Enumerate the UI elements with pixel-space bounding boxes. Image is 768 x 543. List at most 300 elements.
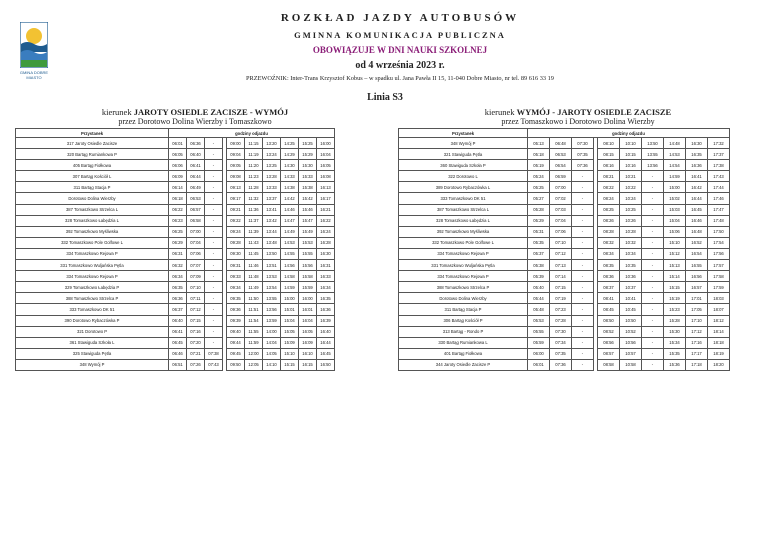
table-row xyxy=(16,337,335,348)
departure-time-cell: 14:00 xyxy=(263,326,281,337)
table-row xyxy=(399,348,730,359)
carrier-info: PRZEWOŹNIK: Inter-Trans Krzysztof Kobus – w spadku ul. Jana Pawła II 15, 11-040 Dobre Miasto, nr tel. 89 616 33 19 xyxy=(246,75,554,82)
departure-time-cell: - xyxy=(572,215,594,226)
table-row xyxy=(16,193,335,204)
departure-time-cell: 16:17 xyxy=(317,193,335,204)
departure-time-cell: - xyxy=(572,182,594,193)
departure-time-cell: 06:31 xyxy=(169,248,187,259)
departure-time-cell: 18:03 xyxy=(708,293,730,304)
departure-time-cell: - xyxy=(642,215,664,226)
departure-time-cell: 08:37 xyxy=(598,282,620,293)
departure-time-cell: 14:53 xyxy=(664,149,686,160)
departure-time-cell: 14:46 xyxy=(281,204,299,215)
departure-time-cell: 16:00 xyxy=(299,293,317,304)
departure-time-cell: - xyxy=(642,193,664,204)
departure-time-cell: 14:55 xyxy=(281,248,299,259)
stop-name-cell: 330 Bartąg Rumiankowa L xyxy=(399,337,528,348)
departure-time-cell: 07:15 xyxy=(187,315,205,326)
departure-time-cell: 05:39 xyxy=(528,271,550,282)
times-column-header: godziny odjazdu xyxy=(169,129,335,138)
departure-time-cell: 09:35 xyxy=(227,293,245,304)
line-title: Linia S3 xyxy=(367,92,403,103)
departure-time-cell: 05:35 xyxy=(528,237,550,248)
departure-time-cell: 17:05 xyxy=(686,304,708,315)
departure-time-cell: - xyxy=(205,149,223,160)
stop-name-cell: 328 Tomaszkowo Łabędzia L xyxy=(16,215,169,226)
departure-time-cell: - xyxy=(572,237,594,248)
departure-time-cell: - xyxy=(642,304,664,315)
stop-name-cell: Dorotowo Dolina Wierzby xyxy=(399,293,528,304)
departure-time-cell: 07:26 xyxy=(187,359,205,370)
departure-time-cell: 11:37 xyxy=(245,215,263,226)
departure-time-cell: 06:40 xyxy=(187,149,205,160)
departure-time-cell: 16:50 xyxy=(317,359,335,370)
departure-time-cell: 09:31 xyxy=(227,260,245,271)
table-row xyxy=(399,160,730,171)
stop-name-cell: 322 Dorotowo L xyxy=(399,171,528,182)
departure-time-cell: 14:47 xyxy=(281,215,299,226)
departure-time-cell: 07:38 xyxy=(205,348,223,359)
departure-time-cell: 18:12 xyxy=(708,315,730,326)
stop-name-cell: 388 Tomaszkowo Strzelca P xyxy=(399,282,528,293)
table-row xyxy=(16,215,335,226)
departure-time-cell: - xyxy=(205,315,223,326)
departure-time-cell: 07:12 xyxy=(187,304,205,315)
departure-time-cell: 05:59 xyxy=(528,337,550,348)
departure-time-cell: - xyxy=(572,171,594,182)
table-row xyxy=(16,237,335,248)
departure-time-cell: 17:46 xyxy=(708,193,730,204)
departure-time-cell: 09:45 xyxy=(227,348,245,359)
departure-time-cell: 15:03 xyxy=(664,204,686,215)
departure-time-cell: 17:32 xyxy=(708,138,730,149)
departure-time-cell: 17:57 xyxy=(708,260,730,271)
departure-time-cell: 11:59 xyxy=(245,337,263,348)
departure-time-cell: 16:04 xyxy=(299,315,317,326)
departure-time-cell: 16:24 xyxy=(317,226,335,237)
departure-time-cell: 16:15 xyxy=(299,359,317,370)
departure-time-cell: 07:04 xyxy=(187,237,205,248)
departure-time-cell: 10:10 xyxy=(620,138,642,149)
departure-time-cell: 06:01 xyxy=(528,359,550,370)
departure-time-cell: 10:25 xyxy=(620,204,642,215)
departure-time-cell: 05:28 xyxy=(528,204,550,215)
departure-time-cell: 15:13 xyxy=(664,260,686,271)
departure-time-cell: 16:10 xyxy=(299,348,317,359)
departure-time-cell: 13:59 xyxy=(263,315,281,326)
departure-time-cell: 11:49 xyxy=(245,282,263,293)
departure-time-cell: 09:44 xyxy=(227,337,245,348)
departure-time-cell: 16:36 xyxy=(686,160,708,171)
departure-time-cell: 10:41 xyxy=(620,293,642,304)
departure-time-cell: 06:49 xyxy=(187,182,205,193)
departure-time-cell: 14:58 xyxy=(281,271,299,282)
departure-time-cell: 14:30 xyxy=(281,160,299,171)
departure-time-cell: 07:35 xyxy=(572,149,594,160)
departure-time-cell: 05:24 xyxy=(528,171,550,182)
departure-time-cell: 07:15 xyxy=(550,282,572,293)
departure-time-cell: - xyxy=(205,304,223,315)
departure-time-cell: 08:50 xyxy=(598,315,620,326)
table-row xyxy=(16,293,335,304)
departure-time-cell: 08:15 xyxy=(598,149,620,160)
departure-time-cell: 17:54 xyxy=(708,237,730,248)
departure-time-cell: 16:04 xyxy=(317,149,335,160)
departure-time-cell: 15:35 xyxy=(664,348,686,359)
departure-time-cell: - xyxy=(205,237,223,248)
departure-time-cell: 15:34 xyxy=(664,337,686,348)
table-row xyxy=(399,359,730,370)
departure-time-cell: 06:36 xyxy=(187,138,205,149)
table-row xyxy=(399,237,730,248)
departure-time-cell: 09:13 xyxy=(227,182,245,193)
departure-time-cell: 15:00 xyxy=(281,293,299,304)
departure-time-cell: 11:28 xyxy=(245,182,263,193)
table-row xyxy=(16,182,335,193)
departure-time-cell: 07:19 xyxy=(550,293,572,304)
departure-time-cell: - xyxy=(205,171,223,182)
departure-time-cell: 11:19 xyxy=(245,149,263,160)
stop-name-cell: 389 Dorotowo Rybaczówka L xyxy=(399,182,528,193)
departure-time-cell: 10:50 xyxy=(620,315,642,326)
departure-time-cell: - xyxy=(205,326,223,337)
departure-time-cell: - xyxy=(572,304,594,315)
table-row xyxy=(16,326,335,337)
departure-time-cell: 07:09 xyxy=(187,271,205,282)
departure-time-cell: 15:47 xyxy=(299,215,317,226)
departure-time-cell: 14:49 xyxy=(281,226,299,237)
table-row xyxy=(16,149,335,160)
departure-time-cell: 08:32 xyxy=(598,237,620,248)
departure-time-cell: 08:25 xyxy=(598,204,620,215)
departure-time-cell: 09:36 xyxy=(227,304,245,315)
departure-time-cell: 17:12 xyxy=(686,326,708,337)
departure-time-cell: 10:26 xyxy=(620,215,642,226)
departure-time-cell: 08:57 xyxy=(598,348,620,359)
departure-time-cell: - xyxy=(642,348,664,359)
departure-time-cell: 11:36 xyxy=(245,204,263,215)
departure-time-cell: 12:05 xyxy=(245,359,263,370)
departure-time-cell: 07:36 xyxy=(572,160,594,171)
departure-time-cell: 15:01 xyxy=(281,304,299,315)
departure-time-cell: - xyxy=(205,204,223,215)
departure-time-cell: 06:40 xyxy=(169,315,187,326)
departure-time-cell: - xyxy=(205,193,223,204)
departure-time-cell: 07:20 xyxy=(187,337,205,348)
departure-time-cell: 15:06 xyxy=(664,226,686,237)
stop-name-cell: 388 Tomaszkowo Strzelca P xyxy=(16,293,169,304)
departure-time-cell: 13:54 xyxy=(263,282,281,293)
departure-time-cell: - xyxy=(572,282,594,293)
departure-time-cell: 10:34 xyxy=(620,248,642,259)
departure-time-cell: - xyxy=(205,226,223,237)
departure-time-cell: 18:07 xyxy=(708,304,730,315)
departure-time-cell: 06:00 xyxy=(528,348,550,359)
stop-name-cell: 387 Tomaszkowo Strzelca L xyxy=(399,204,528,215)
departure-time-cell: 16:09 xyxy=(299,337,317,348)
departure-time-cell: 09:30 xyxy=(227,248,245,259)
departure-time-cell: 06:05 xyxy=(169,149,187,160)
departure-time-cell: 14:59 xyxy=(281,282,299,293)
departure-time-cell: 06:45 xyxy=(169,337,187,348)
departure-time-cell: 13:56 xyxy=(263,304,281,315)
stop-name-cell: 390 Dorotowo Rybaczówka P xyxy=(16,315,169,326)
departure-time-cell: - xyxy=(205,271,223,282)
departure-time-cell: 10:57 xyxy=(620,348,642,359)
departure-time-cell: 11:43 xyxy=(245,237,263,248)
departure-time-cell: 10:35 xyxy=(620,260,642,271)
departure-time-cell: 08:56 xyxy=(598,337,620,348)
table-row xyxy=(16,160,335,171)
departure-time-cell: - xyxy=(205,293,223,304)
departure-time-cell: 17:10 xyxy=(686,315,708,326)
right-direction-via: przez Tomaszkowo i Dorotowo Dolina Wierzby xyxy=(501,117,655,126)
departure-time-cell: - xyxy=(642,315,664,326)
stop-name-cell: Dorotowo Dolina Wierzby xyxy=(16,193,169,204)
departure-time-cell: 07:30 xyxy=(550,326,572,337)
departure-time-cell: 11:50 xyxy=(245,293,263,304)
departure-time-cell: 16:05 xyxy=(299,326,317,337)
departure-time-cell: 16:55 xyxy=(686,260,708,271)
departure-time-cell: 14:04 xyxy=(263,337,281,348)
departure-time-cell: 13:53 xyxy=(263,271,281,282)
departure-time-cell: 07:11 xyxy=(187,293,205,304)
departure-time-cell: - xyxy=(205,182,223,193)
stop-name-cell: 306 Bartąg Kościół P xyxy=(399,315,528,326)
departure-time-cell: 07:34 xyxy=(550,337,572,348)
stop-name-cell: 348 Wymój P xyxy=(16,359,169,370)
departure-time-cell: 05:53 xyxy=(528,315,550,326)
departure-time-cell: 07:30 xyxy=(572,138,594,149)
departure-time-cell: 10:56 xyxy=(620,337,642,348)
stop-name-cell: 334 Tomaszkowo Rejowa P xyxy=(399,248,528,259)
departure-time-cell: 13:42 xyxy=(263,215,281,226)
departure-time-cell: 06:22 xyxy=(169,204,187,215)
stop-name-cell: 329 Tomaszkowo Łabędzia P xyxy=(16,282,169,293)
departure-time-cell: - xyxy=(642,171,664,182)
left-direction-heading xyxy=(15,107,375,117)
departure-time-cell: 06:51 xyxy=(169,359,187,370)
departure-time-cell: 11:39 xyxy=(245,226,263,237)
table-row xyxy=(16,204,335,215)
departure-time-cell: 07:36 xyxy=(550,359,572,370)
departure-time-cell: 13:25 xyxy=(263,160,281,171)
departure-time-cell: 07:35 xyxy=(550,348,572,359)
departure-time-cell: 15:53 xyxy=(299,237,317,248)
departure-time-cell: 10:24 xyxy=(620,193,642,204)
table-row xyxy=(16,282,335,293)
departure-time-cell: 06:25 xyxy=(169,226,187,237)
departure-time-cell: 08:41 xyxy=(598,293,620,304)
departure-time-cell: 15:29 xyxy=(299,149,317,160)
departure-time-cell: 07:10 xyxy=(187,282,205,293)
stop-name-cell: 311 Bartąg Stacja P xyxy=(399,304,528,315)
departure-time-cell: 17:56 xyxy=(708,248,730,259)
table-row xyxy=(16,315,335,326)
stop-name-cell: 325 Stawiguda Pętla xyxy=(16,348,169,359)
departure-time-cell: 05:38 xyxy=(528,260,550,271)
departure-time-cell: 10:22 xyxy=(620,182,642,193)
departure-time-cell: - xyxy=(642,337,664,348)
departure-time-cell: - xyxy=(572,315,594,326)
departure-time-cell: 16:41 xyxy=(686,171,708,182)
departure-time-cell: 17:38 xyxy=(708,160,730,171)
departure-time-cell: 14:56 xyxy=(281,260,299,271)
departure-time-cell: 07:21 xyxy=(187,348,205,359)
departure-time-cell: 10:58 xyxy=(620,359,642,370)
departure-time-cell: - xyxy=(642,359,664,370)
left-direction-main: JAROTY OSIEDLE ZACISZE - WYMÓJ xyxy=(133,107,289,117)
departure-time-cell: 11:20 xyxy=(245,160,263,171)
departure-time-cell: 06:44 xyxy=(187,171,205,182)
departure-time-cell: 10:52 xyxy=(620,326,642,337)
departure-time-cell: 06:32 xyxy=(169,260,187,271)
stop-name-cell: 317 Jaroty Osiedle Zacisze xyxy=(16,138,169,149)
departure-time-cell: 05:55 xyxy=(528,326,550,337)
departure-time-cell: 15:14 xyxy=(664,271,686,282)
departure-time-cell: 06:06 xyxy=(169,160,187,171)
departure-time-cell: 05:40 xyxy=(528,282,550,293)
table-row xyxy=(399,282,730,293)
departure-time-cell: 08:58 xyxy=(598,359,620,370)
timetable-left xyxy=(15,128,335,371)
departure-time-cell: 05:13 xyxy=(528,138,550,149)
departure-time-cell: 16:05 xyxy=(317,160,335,171)
stop-name-cell: 321 Dorotowo P xyxy=(16,326,169,337)
departure-time-cell: 05:37 xyxy=(528,248,550,259)
stop-name-cell: 334 Tomaszkowo Rejowa P xyxy=(16,271,169,282)
departure-time-cell: 06:58 xyxy=(187,215,205,226)
departure-time-cell: 16:45 xyxy=(317,348,335,359)
departure-time-cell: 05:44 xyxy=(528,293,550,304)
departure-time-cell: 06:34 xyxy=(169,271,187,282)
departure-time-cell: 07:00 xyxy=(550,182,572,193)
departure-time-cell: - xyxy=(642,260,664,271)
stop-name-cell: 334 Tomaszkowo Rejowa P xyxy=(399,271,528,282)
departure-time-cell: 18:18 xyxy=(708,337,730,348)
departure-time-cell: 06:36 xyxy=(169,293,187,304)
stop-name-cell: 392 Tomaszkowo Myśliwska xyxy=(16,226,169,237)
departure-time-cell: 08:34 xyxy=(598,248,620,259)
departure-time-cell: 17:18 xyxy=(686,359,708,370)
departure-time-cell: 15:25 xyxy=(299,138,317,149)
departure-time-cell: 16:31 xyxy=(317,260,335,271)
stop-name-cell: 360 Stawiguda Szkoła P xyxy=(399,160,528,171)
departure-time-cell: - xyxy=(205,260,223,271)
logo-caption: GMINA DOBRE MIASTO xyxy=(19,70,49,80)
stop-name-cell: 333 Tomaszkowo DK 51 xyxy=(399,193,528,204)
departure-time-cell: 13:48 xyxy=(263,237,281,248)
departure-time-cell: 15:15 xyxy=(664,282,686,293)
departure-time-cell: 16:34 xyxy=(317,282,335,293)
departure-time-cell: 17:47 xyxy=(708,204,730,215)
table-row xyxy=(399,304,730,315)
departure-time-cell: 16:35 xyxy=(686,149,708,160)
departure-time-cell: 07:23 xyxy=(550,304,572,315)
departure-time-cell: 06:53 xyxy=(550,149,572,160)
table-row xyxy=(16,359,335,370)
departure-time-cell: - xyxy=(572,337,594,348)
departure-time-cell: 16:46 xyxy=(686,215,708,226)
departure-time-cell: 07:06 xyxy=(550,226,572,237)
departure-time-cell: 06:23 xyxy=(169,215,187,226)
departure-time-cell: 08:22 xyxy=(598,182,620,193)
departure-time-cell: 14:10 xyxy=(263,359,281,370)
table-row xyxy=(16,304,335,315)
departure-time-cell: 15:09 xyxy=(281,337,299,348)
table-row xyxy=(399,293,730,304)
departure-time-cell: 15:10 xyxy=(281,348,299,359)
departure-time-cell: 17:37 xyxy=(708,149,730,160)
departure-time-cell: - xyxy=(572,293,594,304)
departure-time-cell: 08:35 xyxy=(598,260,620,271)
departure-time-cell: 09:24 xyxy=(227,226,245,237)
departure-time-cell: 13:41 xyxy=(263,204,281,215)
departure-time-cell: 16:39 xyxy=(317,315,335,326)
departure-time-cell: 17:58 xyxy=(708,271,730,282)
table-row xyxy=(399,182,730,193)
stop-name-cell: 328 Tomaszkowo Łabędzia L xyxy=(399,215,528,226)
departure-time-cell: 06:57 xyxy=(187,204,205,215)
departure-time-cell: 13:24 xyxy=(263,149,281,160)
departure-time-cell: 15:15 xyxy=(281,359,299,370)
departure-time-cell: 09:05 xyxy=(227,160,245,171)
departure-time-cell: 06:59 xyxy=(550,171,572,182)
departure-time-cell: 13:44 xyxy=(263,226,281,237)
departure-time-cell: 16:56 xyxy=(686,271,708,282)
departure-time-cell: 15:46 xyxy=(299,204,317,215)
departure-time-cell: 06:41 xyxy=(169,326,187,337)
left-direction-prefix: kierunek xyxy=(101,107,132,117)
departure-time-cell: 15:02 xyxy=(664,193,686,204)
table-row xyxy=(399,171,730,182)
departure-time-cell: 15:23 xyxy=(664,304,686,315)
stop-name-cell: 392 Tomaszkowo Myśliwska xyxy=(399,226,528,237)
stop-name-cell: 405 Bartąg Fiołkowa xyxy=(16,160,169,171)
departure-time-cell: 11:45 xyxy=(245,248,263,259)
stop-name-cell: 311 Bartąg Stacja P xyxy=(16,182,169,193)
departure-time-cell: 09:21 xyxy=(227,204,245,215)
stop-name-cell: 348 Wymój P xyxy=(399,138,528,149)
departure-time-cell: 16:21 xyxy=(317,204,335,215)
departure-time-cell: 18:19 xyxy=(708,348,730,359)
departure-time-cell: 14:25 xyxy=(281,138,299,149)
departure-time-cell: 15:04 xyxy=(664,215,686,226)
departure-time-cell: 13:20 xyxy=(263,138,281,149)
departure-time-cell: 17:43 xyxy=(708,171,730,182)
departure-time-cell: - xyxy=(205,248,223,259)
departure-time-cell: - xyxy=(572,226,594,237)
validity-note: OBOWIĄZUJE W DNI NAUKI SZKOLNEJ xyxy=(312,45,488,55)
page-title: ROZKŁAD JAZDY AUTOBUSÓW xyxy=(280,12,520,24)
departure-time-cell: 15:33 xyxy=(299,171,317,182)
departure-time-cell: 05:48 xyxy=(528,304,550,315)
table-row xyxy=(399,226,730,237)
departure-time-cell: 09:00 xyxy=(227,138,245,149)
departure-time-cell: 06:01 xyxy=(169,138,187,149)
table-row xyxy=(399,326,730,337)
departure-time-cell: 17:16 xyxy=(686,337,708,348)
departure-time-cell: 13:37 xyxy=(263,193,281,204)
stop-name-cell: 331 Tomaszkowo Wuljańska Pętla xyxy=(16,260,169,271)
stop-name-cell: 332 Tomaszkowo Pole Golfowe L xyxy=(16,237,169,248)
departure-time-cell: 11:55 xyxy=(245,326,263,337)
departure-time-cell: 16:44 xyxy=(317,337,335,348)
table-row xyxy=(16,226,335,237)
departure-time-cell: 13:33 xyxy=(263,182,281,193)
departure-time-cell: 15:42 xyxy=(299,193,317,204)
departure-time-cell: 16:36 xyxy=(317,304,335,315)
